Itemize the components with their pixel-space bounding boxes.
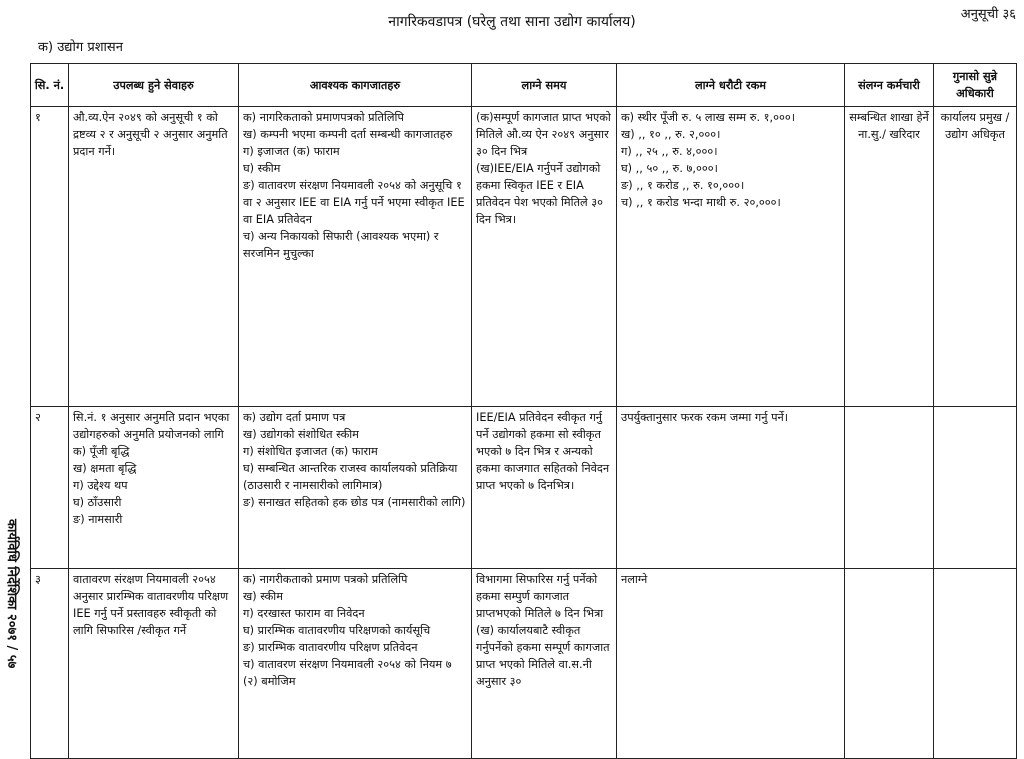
row-documents bbox=[239, 107, 472, 407]
deposit-item: च) ,, १ करोड भन्दा माथी रु. २०,०००। bbox=[621, 196, 781, 209]
service-item: ङ) नामसारी bbox=[73, 513, 123, 526]
document-item: क) नागरीकताको प्रमाण पत्रको प्रतिलिपि bbox=[243, 573, 408, 586]
section-heading: क) उद्योग प्रशासन bbox=[38, 40, 123, 55]
row-staff bbox=[845, 569, 934, 759]
deposit-item: क) स्थीर पूँजी रु. ५ लाख सम्म रु. १,०००। bbox=[621, 111, 796, 124]
side-footer-text: कार्यविधि निर्देशिका २०७१ / ५७ bbox=[4, 519, 19, 669]
row-sn: ३ bbox=[31, 569, 69, 759]
document-item: च) अन्य निकायको सिफारी (आवश्यक भएमा) र सरजमिन मुचुल्का bbox=[243, 230, 439, 260]
col-header-authority: गुनासो सुन्ने अधिकारी bbox=[934, 64, 1017, 107]
row-time bbox=[472, 569, 617, 759]
document-item: ख) कम्पनी भएमा कम्पनी दर्ता सम्बन्धी कागजातहरु bbox=[243, 128, 453, 141]
row-authority bbox=[934, 569, 1017, 759]
citizen-charter-table-wrap bbox=[30, 63, 1016, 759]
deposit-item: ङ) ,, १ करोड ,, रु. १०,०००। bbox=[621, 179, 745, 192]
table-header-row bbox=[31, 64, 1017, 107]
row-staff: सम्बन्धित शाखा हेर्ने ना.सु./ खरिदार bbox=[845, 107, 934, 407]
col-header-service: उपलब्ध हुने सेवाहरु bbox=[69, 64, 239, 107]
document-item: ग) दरखास्त फाराम वा निवेदन bbox=[243, 607, 365, 620]
document-item: घ) सम्बन्धित आन्तरिक राजस्व कार्यालयको प्रतिक्रिया (ठाउसारी र नामसारीको लागिमात्र) bbox=[243, 462, 458, 492]
document-item: च) वातावरण संरक्षण नियमावली २०५४ को नियम ७ (२) बमोजिम bbox=[243, 658, 452, 688]
time-item: (ख)IEE/EIA गर्नुपर्ने उद्योगको हकमा स्विकृत IEE र EIA प्रतिवेदन पेश भएको मितिले ३० दिन भित्र। bbox=[476, 162, 604, 226]
table-row bbox=[31, 407, 1017, 569]
document-item: ग) इजाजत (क) फाराम bbox=[243, 145, 340, 158]
row-documents bbox=[239, 569, 472, 759]
document-item: ख) स्कीम bbox=[243, 590, 283, 603]
citizen-charter-table bbox=[30, 63, 1017, 759]
time-item: (ख) कार्यालयबाटै स्वीकृत गर्नुपर्नेको हकमा सम्पूर्ण कागजात प्राप्त भएको मितिले वा.स.नी अनुसार ३० bbox=[476, 624, 610, 688]
row-deposit: नलाग्ने bbox=[617, 569, 845, 759]
document-item: घ) स्कीम bbox=[243, 162, 281, 175]
document-item: क) उद्योग दर्ता प्रमाण पत्र bbox=[243, 411, 346, 424]
document-item: ख) उद्योगको संशोधित स्कीम bbox=[243, 428, 359, 441]
deposit-item: घ) ,, ५० ,, रु. ७,०००। bbox=[621, 162, 718, 175]
row-sn: २ bbox=[31, 407, 69, 569]
schedule-label: अनुसूची ३६ bbox=[960, 7, 1016, 22]
service-item: ख) क्षमता बृद्धि bbox=[73, 462, 137, 475]
service-item: घ) ठाँउसारी bbox=[73, 496, 122, 509]
document-item: ङ) वातावरण संरक्षण नियमावली २०५४ को अनुसूचि १ वा २ अनुसार IEE वा EIA गर्नु पर्ने भएमा स्वीकृत IEE वा EIA प्रतिवेदन bbox=[243, 179, 465, 226]
col-header-staff: संलग्न कर्मचारी bbox=[845, 64, 934, 107]
service-item: क) पूँजी बृद्धि bbox=[73, 445, 130, 458]
row-sn: १ bbox=[31, 107, 69, 407]
document-item: ग) संशोधित इजाजत (क) फाराम bbox=[243, 445, 378, 458]
document-item: क) नागरिकताको प्रमाणपत्रको प्रतिलिपि bbox=[243, 111, 404, 124]
document-item: ङ) सनाखत सहितको हक छोड पत्र (नामसारीको लागि) bbox=[243, 496, 466, 509]
row-documents bbox=[239, 407, 472, 569]
deposit-item: ख) ,, १० ,, रु. २,०००। bbox=[621, 128, 721, 141]
time-item: विभागमा सिफारिस गर्नु पर्नेको हकमा सम्पुर्ण कागजात प्राप्तभएको मितिले ७ दिन भित्रा bbox=[476, 573, 604, 620]
row-staff bbox=[845, 407, 934, 569]
row-deposit: उपर्युक्तानुसार फरक रकम जम्मा गर्नु पर्ने। bbox=[617, 407, 845, 569]
document-item: ङ) प्रारम्भिक वातावरणीय परिक्षण प्रतिवेदन bbox=[243, 641, 418, 654]
row-time bbox=[472, 107, 617, 407]
row-service bbox=[69, 407, 239, 569]
deposit-item: ग) ,, २५ ,, रु. ४,०००। bbox=[621, 145, 718, 158]
service-item: ग) उद्देश्य थप bbox=[73, 479, 128, 492]
col-header-documents: आवश्यक कागजातहरु bbox=[239, 64, 472, 107]
row-authority: कार्यालय प्रमुख / उद्योग अधिकृत bbox=[934, 107, 1017, 407]
row-service: औ.व्य.ऐन २०४९ को अनुसूची १ को द्रष्टव्य २ र अनुसूची २ अनुसार अनुमति प्रदान गर्ने। bbox=[69, 107, 239, 407]
document-item: घ) प्रारम्भिक वातावरणीय परिक्षणको कार्यसूचि bbox=[243, 624, 431, 637]
time-item: (क)सम्पूर्ण कागजात प्राप्त भएको मितिले औ.व्य ऐन २०४९ अनुसार ३० दिन भित्र bbox=[476, 111, 611, 158]
service-item: सि.नं. १ अनुसार अनुमति प्रदान भएका उद्योगहरुको अनुमति प्रयोजनको लागि bbox=[73, 411, 230, 441]
table-row bbox=[31, 107, 1017, 407]
col-header-deposit: लाग्ने धरौटी रकम bbox=[617, 64, 845, 107]
row-time: IEE/EIA प्रतिवेदन स्वीकृत गर्नु पर्ने उद्योगको हकमा सो स्वीकृत भएको ७ दिन भित्र र अन्यको हकमा काजगात सहितको निवेदन प्राप्त भएको ७ दिनभित्र। bbox=[472, 407, 617, 569]
table-row bbox=[31, 569, 1017, 759]
row-authority bbox=[934, 407, 1017, 569]
row-deposit bbox=[617, 107, 845, 407]
row-service: वातावरण संरक्षण नियमावली २०५४ अनुसार प्रारम्भिक वातावरणीय परिक्षण IEE गर्नु पर्ने प्रस्तावहरु स्वीकृती को लागि सिफारिस /स्वीकृत गर्ने bbox=[69, 569, 239, 759]
page-title: नागरिकवडापत्र (घरेलु तथा साना उद्योग कार्यालय) bbox=[388, 14, 636, 30]
col-header-sn: सि. नं. bbox=[31, 64, 69, 107]
col-header-time: लाग्ने समय bbox=[472, 64, 617, 107]
